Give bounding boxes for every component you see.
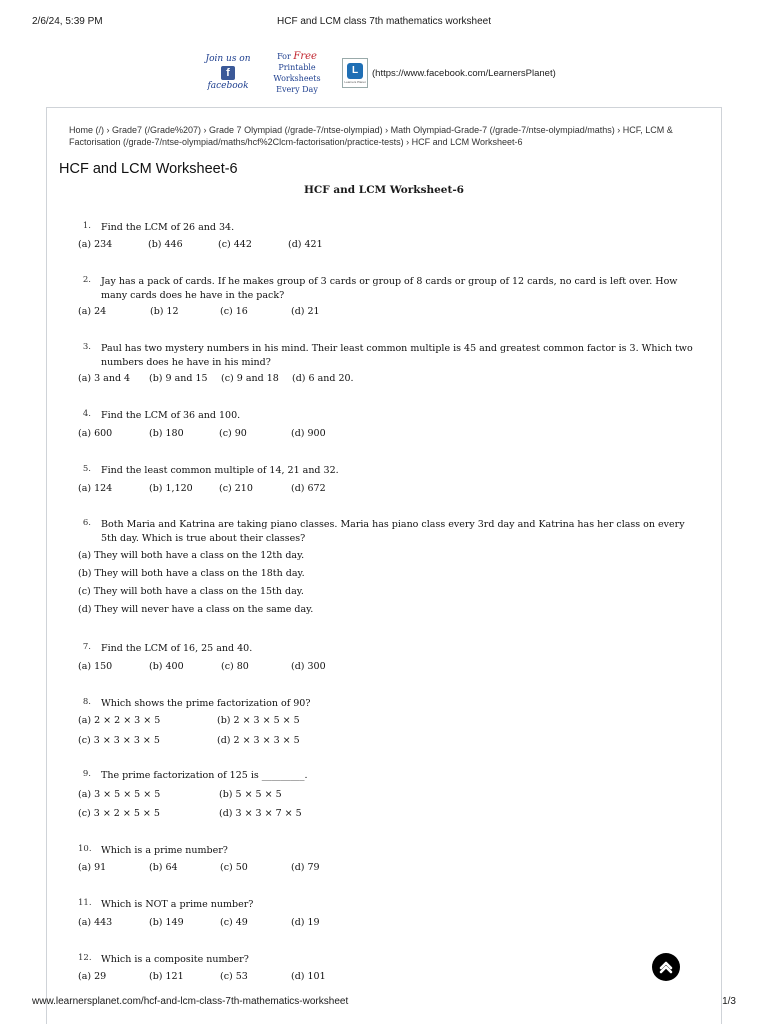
option-d: (d) 21 [291,306,320,317]
option-d: (d) 19 [291,917,320,928]
question-text: Find the LCM of 26 and 34. [101,222,235,233]
question-text: Paul has two mystery numbers in his mind. Their least common multiple is 45 and greatest common factor is 3. Which two numbers does he have in his mind? [101,343,693,368]
question-text: Which is NOT a prime number? [101,899,254,910]
option-a: (a) 3 × 5 × 5 × 5 [78,789,161,800]
free-worksheets-text [254,51,340,95]
option-c: (c) 53 [220,971,248,982]
question-text: Find the least common multiple of 14, 21 and 32. [101,465,339,476]
option-d: (d) 300 [291,661,326,672]
option-c: (c) 210 [219,483,253,494]
option-a: (a) 3 and 4 [78,373,131,384]
option-b: (b) They will both have a class on the 18th day. [78,568,305,579]
learners-planet-logo-icon: L [347,63,363,79]
option-d: (d) 79 [291,862,320,873]
option-a: (a) 24 [78,306,107,317]
option-d: (d) 6 and 20. [292,373,354,384]
option-b: (b) 400 [149,661,184,672]
option-b: (b) 446 [148,239,183,250]
question-number: 3. [82,342,91,352]
option-d: (d) 672 [291,483,326,494]
question-number: 12. [78,953,92,963]
facebook-icon: f [221,66,235,80]
question-number: 6. [82,518,91,528]
option-c: (c) 3 × 3 × 3 × 5 [78,735,160,746]
question-text: Jay has a pack of cards. If he makes group of 3 cards or group of 8 cards or group of 12 cards, no card is left over. How many cards does he have in the pack? [101,276,678,301]
option-a: (a) They will both have a class on the 12th day. [78,550,305,561]
scroll-to-top-button[interactable] [652,953,680,981]
option-a: (a) 234 [78,239,113,250]
print-doc-title: HCF and LCM class 7th mathematics worksheet [277,16,491,27]
question-number: 11. [78,898,92,908]
option-c: (c) 50 [220,862,248,873]
question-text: Find the LCM of 36 and 100. [101,410,241,421]
option-c: (c) They will both have a class on the 15th day. [78,586,304,597]
join-facebook-text [204,54,252,92]
option-b: (b) 180 [149,428,184,439]
chevron-up-icon [657,958,675,976]
option-d: (d) 3 × 3 × 7 × 5 [219,808,302,819]
option-c: (c) 3 × 2 × 5 × 5 [78,808,160,819]
join-line-1: Join us on [205,54,251,64]
option-b: (b) 149 [149,917,184,928]
option-b: (b) 2 × 3 × 5 × 5 [217,715,300,726]
option-a: (a) 600 [78,428,113,439]
page-url: www.learnersplanet.com/hcf-and-lcm-class-7th-mathematics-worksheet [32,996,349,1007]
option-c: (c) 80 [221,661,249,672]
option-d: (d) 421 [288,239,323,250]
option-b: (b) 12 [150,306,179,317]
question-number: 7. [82,642,91,652]
worksheet-heading: HCF and LCM Worksheet-6 [303,184,464,196]
learners-planet-logo [342,58,368,88]
question-text: Find the LCM of 16, 25 and 40. [101,643,253,654]
option-a: (a) 150 [78,661,113,672]
option-b: (b) 121 [149,971,184,982]
option-c: (c) 90 [219,428,247,439]
option-d: (d) 2 × 3 × 3 × 5 [217,735,300,746]
page-title: HCF and LCM Worksheet-6 [59,161,238,177]
question-number: 4. [82,409,91,419]
question-text: The prime factorization of 125 is _________. [101,770,308,781]
option-a: (a) 2 × 2 × 3 × 5 [78,715,161,726]
option-d: (d) 101 [291,971,326,982]
option-b: (b) 5 × 5 × 5 [219,789,282,800]
join-line-2: facebook [207,81,249,91]
question-text: Both Maria and Katrina are taking piano classes. Maria has piano class every 3rd day and Katrina has her class on every 5th day. Which is true about their classes? [101,519,685,544]
print-datetime: 2/6/24, 5:39 PM [32,16,103,27]
question-number: 10. [78,844,92,854]
page-number: 1/3 [722,996,736,1007]
option-a: (a) 124 [78,483,113,494]
option-d: (d) 900 [291,428,326,439]
question-text: Which is a composite number? [101,954,249,965]
question-number: 9. [82,769,91,779]
print-header [32,16,736,30]
option-b: (b) 1,120 [149,483,193,494]
option-c: (c) 442 [218,239,252,250]
option-d: (d) They will never have a class on the same day. [78,604,314,615]
for-text: For [277,52,291,61]
printable-worksheets-text: Printable Worksheets [273,63,321,83]
print-footer [32,996,736,1010]
question-text: Which is a prime number? [101,845,228,856]
question-number: 2. [82,275,91,285]
option-c: (c) 49 [220,917,248,928]
every-day-text: Every Day [276,85,318,94]
option-c: (c) 16 [220,306,248,317]
question-number: 1. [82,221,91,231]
question-number: 8. [82,697,91,707]
free-text: Free [293,51,317,62]
question-number: 5. [82,464,91,474]
facebook-banner[interactable] [204,52,556,94]
logo-caption: Learners Planet [344,79,366,84]
breadcrumb[interactable]: Home (/) › Grade7 (/Grade%207) › Grade 7 Olympiad (/grade-7/ntse-olympiad) › Math Olympiad-Grade-7 (/grade-7/ntse-olympiad/maths) › HCF, LCM & Factorisation (/grade-7/ntse-olympiad/maths/hcf%2Clcm-factorisation/practice-tests) › HCF and LCM Worksheet-6 [69,125,673,147]
question-text: Which shows the prime factorization of 90? [101,698,311,709]
option-b: (b) 9 and 15 [149,373,208,384]
option-a: (a) 29 [78,971,107,982]
option-a: (a) 443 [78,917,113,928]
facebook-link[interactable]: (https://www.facebook.com/LearnersPlanet) [372,67,556,79]
option-a: (a) 91 [78,862,107,873]
option-c: (c) 9 and 18 [221,373,279,384]
option-b: (b) 64 [149,862,178,873]
